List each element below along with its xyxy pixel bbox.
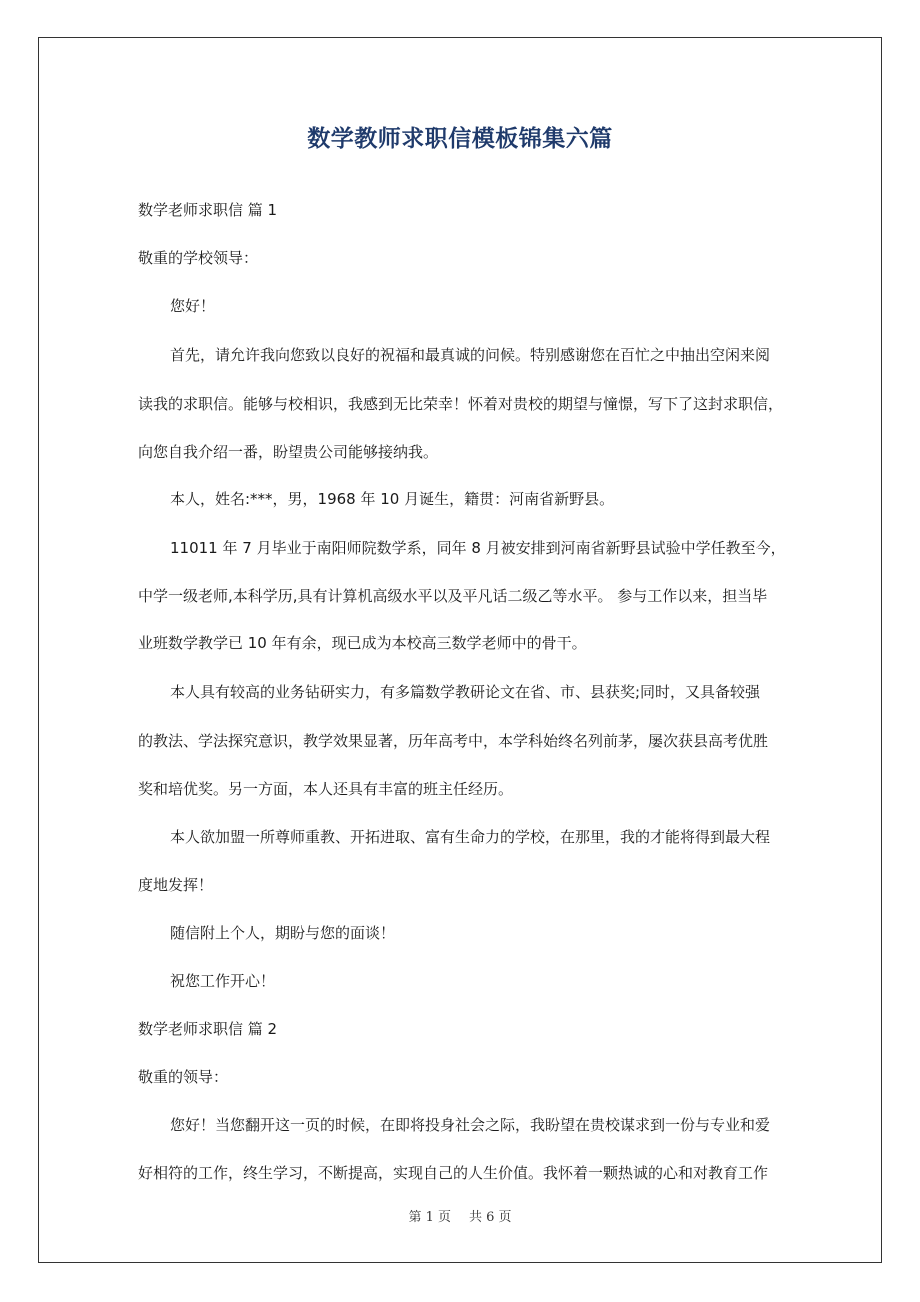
paragraph-line: 奖和培优奖。另一方面，本人还具有丰富的班主任经历。 xyxy=(138,780,514,798)
paragraph-line: 中学一级老师,本科学历,具有计算机高级水平以及平凡话二级乙等水平。 参与工作以来，担当毕 xyxy=(138,587,768,605)
section-heading: 数学老师求职信 篇 2 xyxy=(138,1020,278,1038)
closing-line: 祝您工作开心！ xyxy=(170,972,276,990)
paragraph-line: 11011 年 7 月毕业于南阳师院数学系，同年 8 月被安排到河南省新野县试验中学任教至今， xyxy=(170,539,786,557)
paragraph-line: 度地发挥！ xyxy=(138,876,214,894)
greeting: 您好！ xyxy=(170,297,216,315)
paragraph-line: 随信附上个人，期盼与您的面谈！ xyxy=(170,924,396,942)
paragraph-line: 本人，姓名:***，男，1968 年 10 月诞生，籍贯：河南省新野县。 xyxy=(170,490,615,508)
salutation: 敬重的领导： xyxy=(138,1068,229,1086)
paragraph-line: 读我的求职信。能够与校相识，我感到无比荣幸！怀着对贵校的期望与憧憬，写下了这封求职信， xyxy=(138,395,784,413)
paragraph-line: 业班数学教学已 10 年有余，现已成为本校高三数学老师中的骨干。 xyxy=(138,634,587,652)
paragraph-line: 本人欲加盟一所尊师重教、开拓进取、富有生命力的学校，在那里，我的才能将得到最大程 xyxy=(170,828,771,846)
paragraph-line: 好相符的工作，终生学习，不断提高，实现自己的人生价值。我怀着一颗热诚的心和对教育工作 xyxy=(138,1164,769,1182)
document-title: 数学教师求职信模板锦集六篇 xyxy=(307,126,613,152)
paragraph-line: 您好！当您翻开这一页的时候，在即将投身社会之际，我盼望在贵校谋求到一份与专业和爱 xyxy=(170,1116,771,1134)
page-footer xyxy=(0,1206,920,1225)
salutation: 敬重的学校领导： xyxy=(138,249,259,267)
page-number: 第 1 页 xyxy=(408,1210,451,1225)
section-heading: 数学老师求职信 篇 1 xyxy=(138,201,278,219)
paragraph-line: 的教法、学法探究意识，教学效果显著，历年高考中，本学科始终名列前茅，屡次获县高考优胜 xyxy=(138,732,769,750)
paragraph-line: 本人具有较高的业务钻研实力，有多篇数学教研论文在省、市、县获奖;同时，又具备较强 xyxy=(170,683,761,701)
paragraph-line: 首先，请允许我向您致以良好的祝福和最真诚的问候。特别感谢您在百忙之中抽出空闲来阅 xyxy=(170,346,771,364)
page-total: 共 6 页 xyxy=(469,1210,512,1225)
paragraph-line: 向您自我介绍一番，盼望贵公司能够接纳我。 xyxy=(138,443,439,461)
